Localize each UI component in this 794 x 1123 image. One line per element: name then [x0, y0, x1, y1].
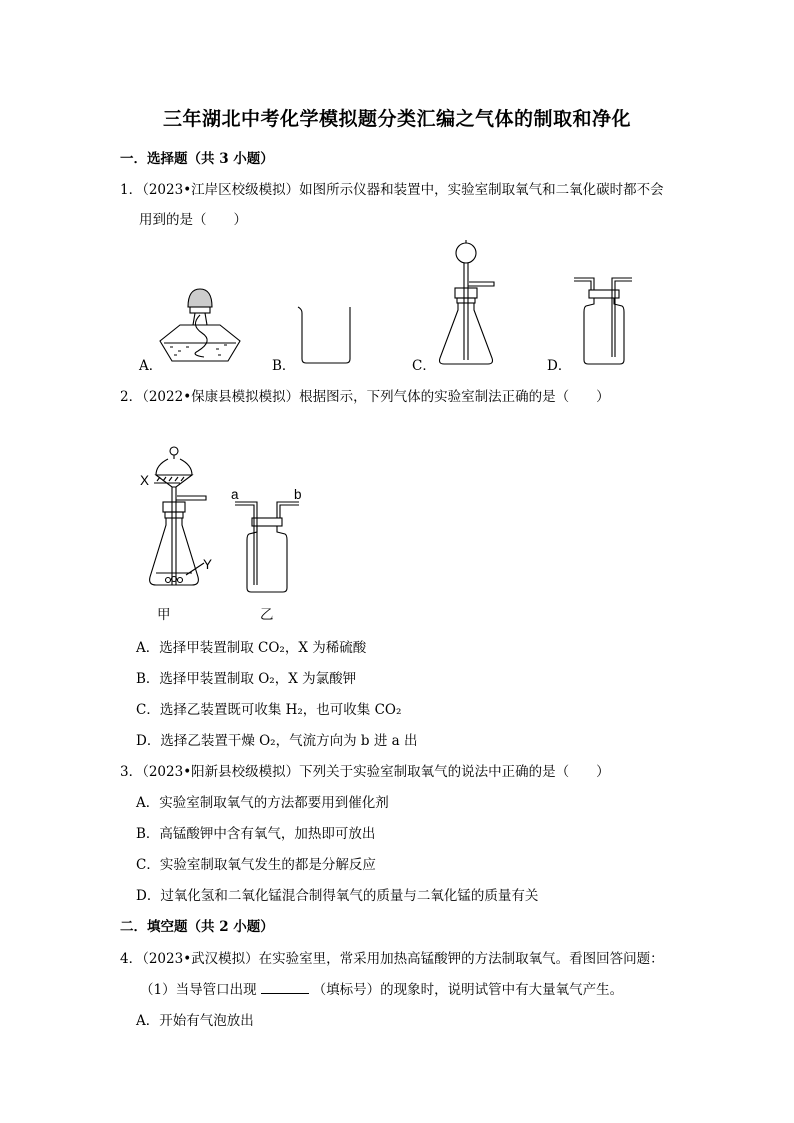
question-1-stem-cont: 用到的是（ ） — [139, 212, 247, 228]
label-y: Y — [203, 557, 213, 572]
q4-sub1-blank[interactable] — [261, 982, 309, 994]
q4-subquestion-1 — [140, 978, 623, 998]
q3-option-d: D．过氧化氢和二氧化锰混合制得氧气的质量与二氧化锰的质量有关 — [136, 888, 539, 904]
question-4-stem: 4．（2023•武汉模拟）在实验室里，常采用加热高锰酸钾的方法制取氧气。看图回答问题： — [120, 951, 664, 967]
q2-option-a: A．选择甲装置制取 CO₂，X 为稀硫酸 — [136, 640, 367, 656]
label-jia: 甲 — [157, 607, 171, 623]
q3-option-a: A．实验室制取氧气的方法都要用到催化剂 — [136, 795, 389, 811]
q1-option-a-label: A． — [139, 358, 163, 374]
alcohol-lamp-figure — [160, 285, 250, 370]
section-heading-choice: 一．选择题（共 3 小题） — [120, 151, 274, 167]
q3-option-b: B．高锰酸钾中含有氧气，加热即可放出 — [136, 826, 376, 842]
question-3-stem: 3．（2023•阳新县校级模拟）下列关于实验室制取氧气的说法中正确的是（ ） — [120, 764, 610, 780]
label-x: X — [140, 473, 150, 488]
label-yi: 乙 — [260, 607, 274, 623]
beaker-figure — [296, 305, 356, 365]
device-yi-figure — [233, 500, 305, 595]
flask-with-funnel-figure — [436, 240, 506, 368]
question-2-stem: 2．（2022•保康县模拟模拟）根据图示，下列气体的实验室制法正确的是（ ） — [120, 389, 610, 405]
q4-sub1-text-after: （填标号）的现象时，说明试管中有大量氧气产生。 — [312, 982, 624, 998]
section-heading-fill-in: 二．填空题（共 2 小题） — [120, 919, 274, 935]
q1-option-d-label: D． — [547, 358, 572, 374]
label-a: a — [231, 487, 239, 502]
q3-option-c: C．实验室制取氧气发生的都是分解反应 — [136, 857, 376, 873]
question-1-stem: 1．（2023•江岸区校级模拟）如图所示仪器和装置中，实验室制取氧气和二氧化碳时都不会 — [120, 182, 664, 198]
q1-option-b-label: B． — [272, 358, 296, 374]
page-title: 三年湖北中考化学模拟题分类汇编之气体的制取和净化 — [162, 108, 631, 130]
q4-sub1-text-before: （1）当导管口出现 — [140, 982, 257, 998]
q2-option-b: B．选择甲装置制取 O₂，X 为氯酸钾 — [136, 671, 357, 687]
gas-washing-bottle-figure — [572, 272, 638, 368]
q2-option-c: C．选择乙装置既可收集 H₂，也可收集 CO₂ — [136, 702, 402, 718]
q1-option-c-label: C． — [412, 358, 436, 374]
q2-option-d: D．选择乙装置干燥 O₂，气流方向为 b 进 a 出 — [136, 733, 418, 749]
label-b: b — [294, 487, 302, 502]
q4-option-a: A．开始有气泡放出 — [136, 1013, 254, 1029]
